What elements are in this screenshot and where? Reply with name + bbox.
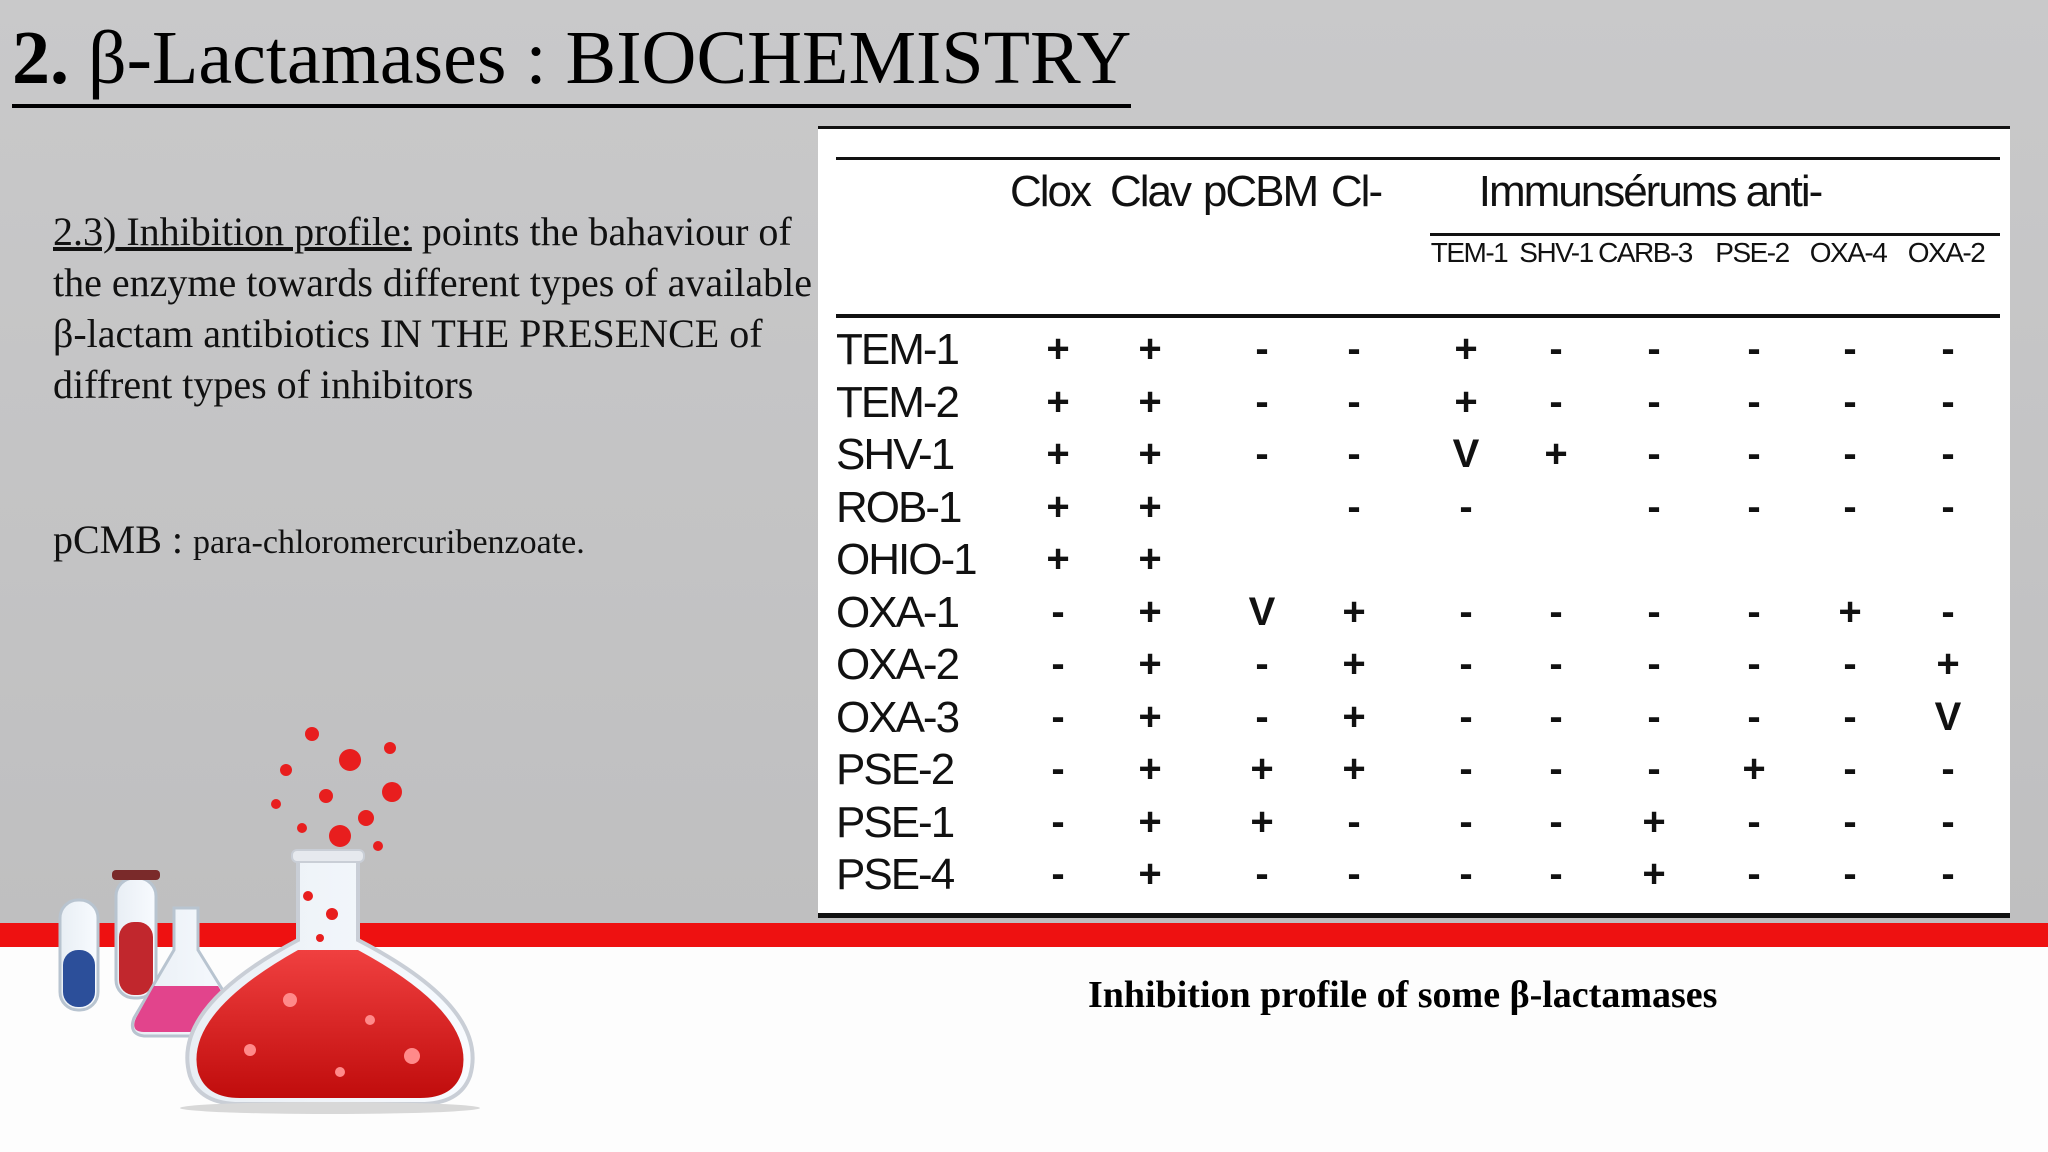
row-name: PSE-4 <box>836 850 954 899</box>
table-cell: - <box>1843 432 1857 476</box>
table-cell: - <box>1843 747 1857 791</box>
table-header-rule <box>836 314 2000 318</box>
immune-header-rule <box>1430 233 2000 236</box>
subheader-pse-2: PSE-2 <box>1715 237 1789 268</box>
row-name: OHIO-1 <box>836 535 976 584</box>
row-name: OXA-3 <box>836 692 959 742</box>
table-cell: + <box>1454 379 1478 424</box>
subheader-carb-3: CARB-3 <box>1598 237 1692 268</box>
table-cell: - <box>1647 327 1661 371</box>
row-name: OXA-2 <box>836 640 959 689</box>
table-cell: - <box>1843 694 1857 739</box>
table-cell: + <box>1138 484 1162 529</box>
table-cell: - <box>1647 589 1661 634</box>
table-cell: + <box>1342 642 1366 686</box>
pcmb-definition-line <box>53 516 585 563</box>
table-cell: V <box>1452 432 1480 476</box>
header-pcbm: pCBM <box>1202 167 1318 216</box>
table-cell: - <box>1941 327 1955 371</box>
table-cell: - <box>1747 642 1761 686</box>
table-cell: - <box>1549 589 1563 634</box>
table-cell: + <box>1138 694 1162 739</box>
table-cell: - <box>1255 432 1269 476</box>
section-body: points the bahaviour of the enzyme towards different types of available β-lactam antibiotics IN THE PRESENCE of diffrent types of inhibitors <box>53 209 812 407</box>
row-name: TEM-1 <box>836 325 958 374</box>
table-cell: - <box>1647 432 1661 476</box>
table-cell: + <box>1544 432 1568 476</box>
table-cell: + <box>1838 589 1862 634</box>
slide-title <box>12 12 1131 108</box>
table-cell: - <box>1843 852 1857 896</box>
table-cell: - <box>1459 747 1473 791</box>
table-cell: - <box>1549 694 1563 739</box>
pcmb-label: pCMB : <box>53 517 194 562</box>
table-cell: - <box>1941 589 1955 634</box>
table-cell: - <box>1459 642 1473 686</box>
table-cell: - <box>1459 799 1473 844</box>
table-cell: - <box>1941 852 1955 896</box>
table-cell: - <box>1459 589 1473 634</box>
table-cell: - <box>1347 799 1361 844</box>
row-name: OXA-1 <box>836 587 959 637</box>
table-cell: + <box>1342 747 1366 791</box>
table-cell: - <box>1549 799 1563 844</box>
table-cell: V <box>1248 589 1276 634</box>
table-cell: + <box>1936 642 1960 686</box>
table-cell: - <box>1843 642 1857 686</box>
table-cell: - <box>1747 852 1761 896</box>
table-cell: - <box>1843 799 1857 844</box>
table-cell: - <box>1051 642 1065 686</box>
section-heading: 2.3) Inhibition profile: <box>53 209 412 254</box>
table-cell: + <box>1454 327 1478 371</box>
table-cell: - <box>1255 642 1269 686</box>
table-cell: + <box>1250 799 1274 844</box>
table-cell: - <box>1549 852 1563 896</box>
section-paragraph <box>53 206 813 410</box>
table-cell: - <box>1549 379 1563 424</box>
table-cell: - <box>1051 747 1065 791</box>
table-cell: + <box>1138 432 1162 476</box>
table-cell: + <box>1138 642 1162 686</box>
table-cell: + <box>1046 432 1070 476</box>
subheader-oxa-4: OXA-4 <box>1809 237 1887 268</box>
table-cell: - <box>1549 642 1563 686</box>
table-cell: + <box>1342 589 1366 634</box>
table-cell: - <box>1843 379 1857 424</box>
table-cell: - <box>1347 484 1361 529</box>
table-cell: + <box>1138 379 1162 424</box>
table-cell: + <box>1046 537 1070 581</box>
row-name: PSE-2 <box>836 745 954 794</box>
table-cell: V <box>1934 694 1962 739</box>
table-cell: + <box>1138 747 1162 791</box>
table-cell: + <box>1138 589 1162 634</box>
table-cell: - <box>1459 694 1473 739</box>
subheader-tem-1: TEM-1 <box>1430 237 1508 268</box>
table-cell: - <box>1747 589 1761 634</box>
table-cell: + <box>1046 484 1070 529</box>
header-chloride: Cl- <box>1330 167 1382 216</box>
table-cell: - <box>1747 327 1761 371</box>
table-cell: - <box>1941 432 1955 476</box>
table-cell: - <box>1255 852 1269 896</box>
table-cell: - <box>1255 327 1269 371</box>
table-cell: - <box>1647 379 1661 424</box>
table-cell: + <box>1138 327 1162 371</box>
table-cell: - <box>1843 327 1857 371</box>
table-cell: - <box>1051 852 1065 896</box>
table-cell: - <box>1941 484 1955 529</box>
table-cell: - <box>1647 484 1661 529</box>
inhibition-table <box>818 129 2010 921</box>
table-cell: - <box>1747 484 1761 529</box>
table-cell: - <box>1347 327 1361 371</box>
table-cell: - <box>1459 484 1473 529</box>
table-cell: - <box>1051 799 1065 844</box>
table-cell: - <box>1255 694 1269 739</box>
subheader-oxa-2: OXA-2 <box>1907 237 1985 268</box>
table-cell: - <box>1647 694 1661 739</box>
table-cell: - <box>1843 484 1857 529</box>
table-cell: - <box>1347 432 1361 476</box>
table-cell: - <box>1347 379 1361 424</box>
table-cell: - <box>1747 694 1761 739</box>
table-cell: + <box>1250 747 1274 791</box>
table-cell: - <box>1647 747 1661 791</box>
header-immune-sera: Immunsérums anti- <box>1478 167 1822 216</box>
table-cell: + <box>1046 379 1070 424</box>
table-cell: - <box>1647 642 1661 686</box>
table-cell: + <box>1138 537 1162 581</box>
pcmb-definition: para-chloromercuribenzoate. <box>193 524 585 561</box>
table-cell: + <box>1642 852 1666 896</box>
table-cell: - <box>1051 694 1065 739</box>
table-cell: - <box>1747 799 1761 844</box>
row-name: ROB-1 <box>836 482 961 532</box>
row-name: TEM-2 <box>836 377 958 427</box>
table-cell: - <box>1549 747 1563 791</box>
table-cell: - <box>1941 747 1955 791</box>
table-cell: - <box>1051 589 1065 634</box>
table-cell: - <box>1941 379 1955 424</box>
table-cell: - <box>1747 432 1761 476</box>
table-cell: - <box>1549 327 1563 371</box>
table-cell: + <box>1642 799 1666 844</box>
table-caption: Inhibition profile of some β-lactamases <box>1088 974 1718 1016</box>
row-name: PSE-1 <box>836 797 954 847</box>
table-cell: + <box>1046 327 1070 371</box>
table-cell: - <box>1459 852 1473 896</box>
table-cell: + <box>1138 799 1162 844</box>
title-number: 2. <box>12 16 69 100</box>
table-cell: + <box>1742 747 1766 791</box>
table-cell: - <box>1941 799 1955 844</box>
table-top-rule <box>836 157 2000 160</box>
table-cell: - <box>1347 852 1361 896</box>
row-name: SHV-1 <box>836 430 954 479</box>
header-clox: Clox <box>1009 167 1091 216</box>
table-cell: - <box>1255 379 1269 424</box>
subheader-shv-1: SHV-1 <box>1519 237 1593 268</box>
flask-and-test-tubes-icon <box>40 700 520 1120</box>
table-cell: + <box>1342 694 1366 739</box>
inhibition-table-image <box>818 126 2010 918</box>
table-cell: + <box>1138 852 1162 896</box>
header-clav: Clav <box>1109 167 1191 216</box>
table-cell: - <box>1747 379 1761 424</box>
title-text: β-Lactamases : BIOCHEMISTRY <box>69 16 1132 100</box>
